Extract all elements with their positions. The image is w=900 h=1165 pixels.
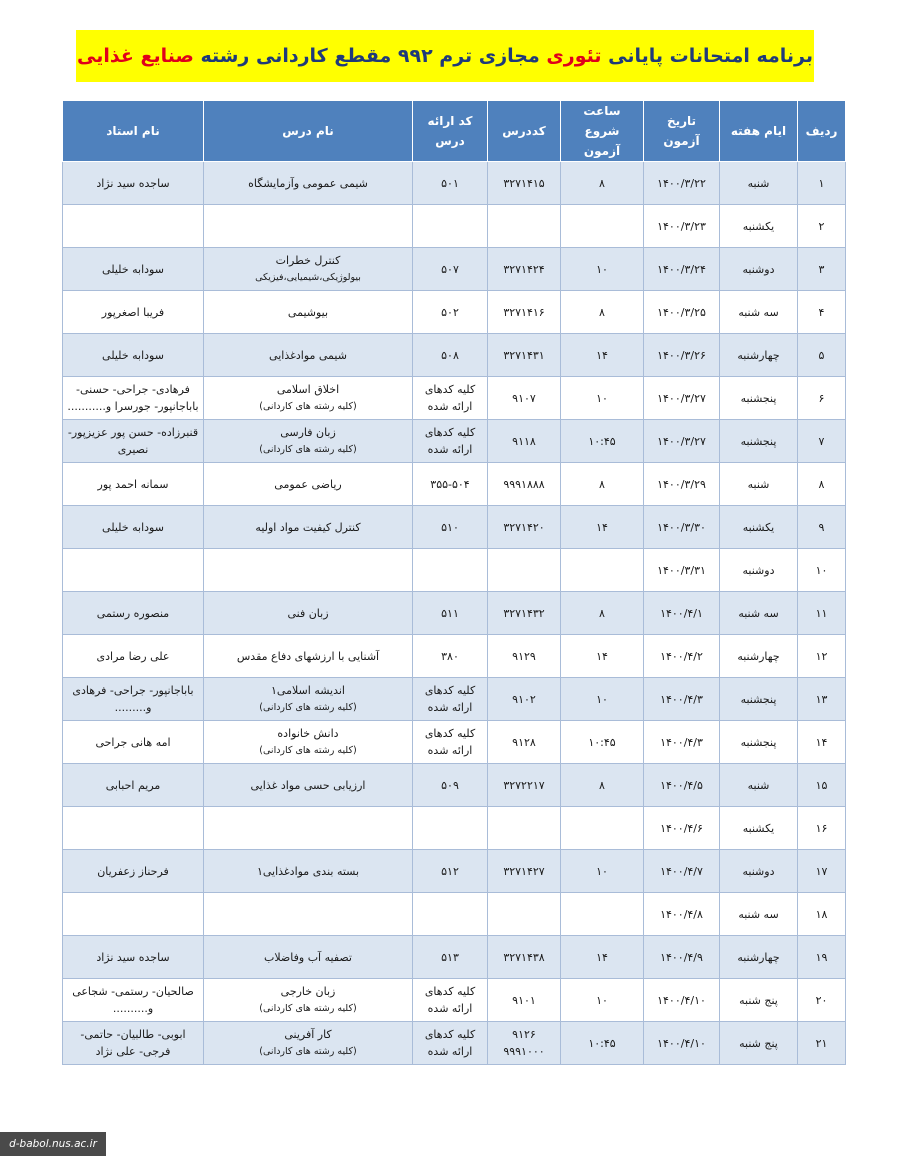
day-cell: شنبه bbox=[720, 162, 798, 205]
row-number-cell: ۶ bbox=[798, 377, 846, 420]
teacher-cell: باباجانپور- جراحی- فرهادی و......... bbox=[63, 678, 204, 721]
course-name-cell bbox=[204, 291, 413, 334]
header-day: ایام هفته bbox=[720, 101, 798, 162]
offer-code-cell: کلیه کدهای ارائه شده bbox=[413, 1022, 488, 1065]
header-offer-code: کد ارائه درس bbox=[413, 101, 488, 162]
course-code-cell: ۹۱۰۷ bbox=[488, 377, 561, 420]
course-code-cell: ۹۱۰۲ bbox=[488, 678, 561, 721]
time-cell: ۸ bbox=[561, 592, 644, 635]
header-date: تاریخ آزمون bbox=[644, 101, 720, 162]
title-part-4-field: صنایع غذایی bbox=[77, 45, 194, 67]
course-name-cell bbox=[204, 678, 413, 721]
table-row bbox=[63, 678, 846, 721]
table-row bbox=[63, 592, 846, 635]
offer-code-cell bbox=[413, 205, 488, 248]
row-number-cell: ۱۴ bbox=[798, 721, 846, 764]
header-course-code: کددرس bbox=[488, 101, 561, 162]
day-cell: پنج شنبه bbox=[720, 1022, 798, 1065]
day-cell: پنجشنبه bbox=[720, 420, 798, 463]
course-title: شیمی عمومی وآزمایشگاه bbox=[248, 176, 368, 190]
offer-code-cell bbox=[413, 807, 488, 850]
date-cell: ۱۴۰۰/۳/۲۹ bbox=[644, 463, 720, 506]
table-row bbox=[63, 248, 846, 291]
course-subtitle: (کلیه رشته های کاردانی) bbox=[259, 745, 357, 756]
course-subtitle: (کلیه رشته های کاردانی) bbox=[259, 444, 357, 455]
offer-code-cell: ۵۰۹ bbox=[413, 764, 488, 807]
row-number-cell: ۱۵ bbox=[798, 764, 846, 807]
course-name-cell bbox=[204, 377, 413, 420]
date-cell: ۱۴۰۰/۴/۸ bbox=[644, 893, 720, 936]
row-number-cell: ۱۲ bbox=[798, 635, 846, 678]
row-number-cell: ۸ bbox=[798, 463, 846, 506]
course-code-cell: ۳۲۷۱۴۱۶ bbox=[488, 291, 561, 334]
course-name-cell bbox=[204, 893, 413, 936]
time-cell: ۱۰ bbox=[561, 377, 644, 420]
course-code-cell: ۳۲۷۲۲۱۷ bbox=[488, 764, 561, 807]
time-cell: ۸ bbox=[561, 162, 644, 205]
teacher-cell: سودابه خلیلی bbox=[63, 334, 204, 377]
table-row bbox=[63, 893, 846, 936]
title-part-3: مجازی ترم ۹۹۲ مقطع کاردانی رشته bbox=[193, 45, 547, 67]
course-name-cell bbox=[204, 1022, 413, 1065]
teacher-cell: صالحیان- رستمی- شجاعی و.......... bbox=[63, 979, 204, 1022]
course-name-cell bbox=[204, 721, 413, 764]
offer-code-cell: کلیه کدهای ارائه شده bbox=[413, 420, 488, 463]
table-row bbox=[63, 205, 846, 248]
teacher-cell: سودابه خلیلی bbox=[63, 506, 204, 549]
time-cell: ۱۰ bbox=[561, 678, 644, 721]
table-row bbox=[63, 979, 846, 1022]
time-cell bbox=[561, 893, 644, 936]
row-number-cell: ۲۱ bbox=[798, 1022, 846, 1065]
table-row bbox=[63, 936, 846, 979]
date-cell: ۱۴۰۰/۴/۱ bbox=[644, 592, 720, 635]
date-cell: ۱۴۰۰/۳/۳۱ bbox=[644, 549, 720, 592]
page-title bbox=[76, 30, 814, 82]
header-time: ساعت شروع آزمون bbox=[561, 101, 644, 162]
course-title: آشنایی با ارزشهای دفاع مقدس bbox=[236, 649, 380, 663]
table-row bbox=[63, 291, 846, 334]
course-subtitle: (کلیه رشته های کاردانی) bbox=[259, 702, 357, 713]
course-name-cell bbox=[204, 334, 413, 377]
day-cell: یکشنبه bbox=[720, 205, 798, 248]
date-cell: ۱۴۰۰/۴/۱۰ bbox=[644, 1022, 720, 1065]
offer-code-cell: کلیه کدهای ارائه شده bbox=[413, 678, 488, 721]
date-cell: ۱۴۰۰/۳/۲۵ bbox=[644, 291, 720, 334]
course-name-cell bbox=[204, 463, 413, 506]
teacher-cell bbox=[63, 205, 204, 248]
offer-code-cell: ۵۰۱ bbox=[413, 162, 488, 205]
course-code-cell: ۹۹۹۱۸۸۸ bbox=[488, 463, 561, 506]
date-cell: ۱۴۰۰/۴/۱۰ bbox=[644, 979, 720, 1022]
row-number-cell: ۲۰ bbox=[798, 979, 846, 1022]
course-title: بیوشیمی bbox=[287, 305, 329, 319]
day-cell: شنبه bbox=[720, 463, 798, 506]
table-row bbox=[63, 420, 846, 463]
title-part-1: برنامه امتحانات پایانی bbox=[601, 45, 813, 67]
course-title: تصفیه آب وفاضلاب bbox=[264, 950, 352, 964]
date-cell: ۱۴۰۰/۴/۶ bbox=[644, 807, 720, 850]
date-cell: ۱۴۰۰/۳/۲۷ bbox=[644, 420, 720, 463]
time-cell: ۱۰ bbox=[561, 850, 644, 893]
course-subtitle: (کلیه رشته های کاردانی) bbox=[259, 401, 357, 412]
table-row bbox=[63, 162, 846, 205]
teacher-cell: فریبا اصغرپور bbox=[63, 291, 204, 334]
date-cell: ۱۴۰۰/۴/۳ bbox=[644, 678, 720, 721]
date-cell: ۱۴۰۰/۳/۳۰ bbox=[644, 506, 720, 549]
course-title: زبان خارجی bbox=[280, 985, 336, 998]
course-name-cell bbox=[204, 635, 413, 678]
date-cell: ۱۴۰۰/۴/۷ bbox=[644, 850, 720, 893]
day-cell: سه شنبه bbox=[720, 592, 798, 635]
course-code-cell: ۹۱۲۹ bbox=[488, 635, 561, 678]
course-name-cell bbox=[204, 936, 413, 979]
offer-code-cell: کلیه کدهای ارائه شده bbox=[413, 721, 488, 764]
time-cell: ۸ bbox=[561, 291, 644, 334]
date-cell: ۱۴۰۰/۴/۵ bbox=[644, 764, 720, 807]
table-row bbox=[63, 334, 846, 377]
table-row bbox=[63, 764, 846, 807]
course-code-cell: ۳۲۷۱۴۲۴ bbox=[488, 248, 561, 291]
site-watermark: d-babol.nus.ac.ir bbox=[0, 1132, 106, 1156]
course-subtitle: (کلیه رشته های کاردانی) bbox=[259, 1046, 357, 1057]
time-cell: ۱۴ bbox=[561, 936, 644, 979]
teacher-cell: ابوبی- طالبیان- حاتمی- فرجی- علی نژاد bbox=[63, 1022, 204, 1065]
time-cell bbox=[561, 549, 644, 592]
course-code-cell: ۹۱۰۱ bbox=[488, 979, 561, 1022]
title-part-2-theory: تئوری bbox=[546, 45, 602, 67]
time-cell: ۱۰ bbox=[561, 248, 644, 291]
time-cell: ۱۰ bbox=[561, 979, 644, 1022]
offer-code-cell: ۳۸۰ bbox=[413, 635, 488, 678]
course-code-cell: ۳۲۷۱۴۲۷ bbox=[488, 850, 561, 893]
offer-code-cell: کلیه کدهای ارائه شده bbox=[413, 979, 488, 1022]
day-cell: پنجشنبه bbox=[720, 377, 798, 420]
row-number-cell: ۱۷ bbox=[798, 850, 846, 893]
table-row bbox=[63, 635, 846, 678]
row-number-cell: ۱۸ bbox=[798, 893, 846, 936]
time-cell: ۱۰:۴۵ bbox=[561, 420, 644, 463]
day-cell: پنج شنبه bbox=[720, 979, 798, 1022]
row-number-cell: ۳ bbox=[798, 248, 846, 291]
offer-code-cell: ۵۰۷ bbox=[413, 248, 488, 291]
course-title: اخلاق اسلامی bbox=[276, 383, 340, 396]
course-name-cell bbox=[204, 420, 413, 463]
table-row bbox=[63, 721, 846, 764]
teacher-cell: سودابه خلیلی bbox=[63, 248, 204, 291]
row-number-cell: ۱۹ bbox=[798, 936, 846, 979]
teacher-cell: علی رضا مرادی bbox=[63, 635, 204, 678]
teacher-cell: ساجده سید نژاد bbox=[63, 936, 204, 979]
course-name-cell bbox=[204, 162, 413, 205]
header-course-name: نام درس bbox=[204, 101, 413, 162]
time-cell: ۱۴ bbox=[561, 635, 644, 678]
course-code-cell bbox=[488, 807, 561, 850]
teacher-cell: ساجده سید نژاد bbox=[63, 162, 204, 205]
exam-schedule-table bbox=[62, 100, 846, 1065]
teacher-cell bbox=[63, 807, 204, 850]
course-code-cell: ۳۲۷۱۴۳۱ bbox=[488, 334, 561, 377]
time-cell bbox=[561, 205, 644, 248]
header-teacher: نام استاد bbox=[63, 101, 204, 162]
row-number-cell: ۵ bbox=[798, 334, 846, 377]
course-title: زبان فنی bbox=[287, 606, 329, 620]
course-title: اندیشه اسلامی۱ bbox=[271, 684, 345, 697]
course-title: ارزیابی حسی مواد غذایی bbox=[250, 778, 366, 792]
row-number-cell: ۱ bbox=[798, 162, 846, 205]
course-name-cell bbox=[204, 850, 413, 893]
course-name-cell bbox=[204, 205, 413, 248]
offer-code-cell: ۵۱۲ bbox=[413, 850, 488, 893]
course-title: کنترل کیفیت مواد اولیه bbox=[255, 520, 361, 534]
teacher-cell bbox=[63, 549, 204, 592]
time-cell: ۱۴ bbox=[561, 506, 644, 549]
table-row bbox=[63, 1022, 846, 1065]
row-number-cell: ۱۶ bbox=[798, 807, 846, 850]
day-cell: دوشنبه bbox=[720, 248, 798, 291]
course-name-cell bbox=[204, 764, 413, 807]
offer-code-cell bbox=[413, 893, 488, 936]
table-row bbox=[63, 506, 846, 549]
course-code-cell: ۹۱۲۶ ۹۹۹۱۰۰۰ bbox=[488, 1022, 561, 1065]
row-number-cell: ۷ bbox=[798, 420, 846, 463]
course-name-cell bbox=[204, 807, 413, 850]
date-cell: ۱۴۰۰/۴/۳ bbox=[644, 721, 720, 764]
row-number-cell: ۲ bbox=[798, 205, 846, 248]
offer-code-cell: ۵۱۳ bbox=[413, 936, 488, 979]
table-header-row bbox=[63, 101, 846, 162]
course-title: بسته بندی موادغذایی۱ bbox=[256, 864, 360, 878]
day-cell: پنجشنبه bbox=[720, 678, 798, 721]
course-name-cell bbox=[204, 549, 413, 592]
day-cell: سه شنبه bbox=[720, 291, 798, 334]
offer-code-cell: ۵۰۲ bbox=[413, 291, 488, 334]
time-cell: ۱۰:۴۵ bbox=[561, 721, 644, 764]
day-cell: چهارشنبه bbox=[720, 635, 798, 678]
course-title: زبان فارسی bbox=[280, 426, 336, 439]
offer-code-cell: کلیه کدهای ارائه شده bbox=[413, 377, 488, 420]
teacher-cell: فرحناز زعفریان bbox=[63, 850, 204, 893]
course-code-cell bbox=[488, 549, 561, 592]
date-cell: ۱۴۰۰/۳/۲۳ bbox=[644, 205, 720, 248]
table-row bbox=[63, 377, 846, 420]
teacher-cell: مریم احبابی bbox=[63, 764, 204, 807]
date-cell: ۱۴۰۰/۳/۲۴ bbox=[644, 248, 720, 291]
header-row-number: ردیف bbox=[798, 101, 846, 162]
offer-code-cell bbox=[413, 549, 488, 592]
teacher-cell: امه هانی جراحی bbox=[63, 721, 204, 764]
time-cell: ۸ bbox=[561, 463, 644, 506]
offer-code-cell: ۵۰۸ bbox=[413, 334, 488, 377]
table-row bbox=[63, 463, 846, 506]
day-cell: دوشنبه bbox=[720, 549, 798, 592]
course-code-cell: ۳۲۷۱۴۳۲ bbox=[488, 592, 561, 635]
course-code-cell bbox=[488, 205, 561, 248]
course-subtitle: (کلیه رشته های کاردانی) bbox=[259, 1003, 357, 1014]
row-number-cell: ۱۱ bbox=[798, 592, 846, 635]
offer-code-cell: ۵۱۱ bbox=[413, 592, 488, 635]
teacher-cell: منصوره رستمی bbox=[63, 592, 204, 635]
date-cell: ۱۴۰۰/۳/۲۲ bbox=[644, 162, 720, 205]
time-cell: ۸ bbox=[561, 764, 644, 807]
course-title: ریاضی عمومی bbox=[274, 477, 342, 491]
day-cell: سه شنبه bbox=[720, 893, 798, 936]
time-cell: ۱۴ bbox=[561, 334, 644, 377]
date-cell: ۱۴۰۰/۴/۲ bbox=[644, 635, 720, 678]
teacher-cell: فرهادی- جراحی- حسنی- باباجانپور- جورسرا و........... bbox=[63, 377, 204, 420]
date-cell: ۱۴۰۰/۴/۹ bbox=[644, 936, 720, 979]
course-code-cell: ۳۲۷۱۴۱۵ bbox=[488, 162, 561, 205]
time-cell: ۱۰:۴۵ bbox=[561, 1022, 644, 1065]
table-row bbox=[63, 807, 846, 850]
course-title: دانش خانواده bbox=[277, 727, 339, 740]
day-cell: پنجشنبه bbox=[720, 721, 798, 764]
course-title: کنترل خطرات bbox=[275, 254, 341, 267]
row-number-cell: ۱۳ bbox=[798, 678, 846, 721]
course-code-cell: ۹۱۱۸ bbox=[488, 420, 561, 463]
table-row bbox=[63, 850, 846, 893]
course-name-cell bbox=[204, 248, 413, 291]
time-cell bbox=[561, 807, 644, 850]
course-code-cell: ۳۲۷۱۴۲۰ bbox=[488, 506, 561, 549]
course-name-cell bbox=[204, 979, 413, 1022]
course-code-cell: ۳۲۷۱۴۳۸ bbox=[488, 936, 561, 979]
course-code-cell bbox=[488, 893, 561, 936]
day-cell: یکشنبه bbox=[720, 807, 798, 850]
teacher-cell bbox=[63, 893, 204, 936]
course-subtitle: بیولوژیکی،شیمیایی،فیزیکی bbox=[255, 272, 361, 283]
day-cell: چهارشنبه bbox=[720, 936, 798, 979]
course-title: شیمی موادغذایی bbox=[269, 348, 347, 362]
date-cell: ۱۴۰۰/۳/۲۷ bbox=[644, 377, 720, 420]
offer-code-cell: ۵۱۰ bbox=[413, 506, 488, 549]
table-row bbox=[63, 549, 846, 592]
course-name-cell bbox=[204, 506, 413, 549]
offer-code-cell: ۳۵۵-۵۰۴ bbox=[413, 463, 488, 506]
day-cell: دوشنبه bbox=[720, 850, 798, 893]
teacher-cell: قنبرزاده- حسن پور عزیزپور- نصیری bbox=[63, 420, 204, 463]
table-body bbox=[63, 162, 846, 1065]
course-name-cell bbox=[204, 592, 413, 635]
row-number-cell: ۱۰ bbox=[798, 549, 846, 592]
teacher-cell: سمانه احمد پور bbox=[63, 463, 204, 506]
course-title: کار آفرینی bbox=[284, 1028, 332, 1041]
day-cell: یکشنبه bbox=[720, 506, 798, 549]
row-number-cell: ۹ bbox=[798, 506, 846, 549]
row-number-cell: ۴ bbox=[798, 291, 846, 334]
day-cell: شنبه bbox=[720, 764, 798, 807]
date-cell: ۱۴۰۰/۳/۲۶ bbox=[644, 334, 720, 377]
day-cell: چهارشنبه bbox=[720, 334, 798, 377]
course-code-cell: ۹۱۲۸ bbox=[488, 721, 561, 764]
